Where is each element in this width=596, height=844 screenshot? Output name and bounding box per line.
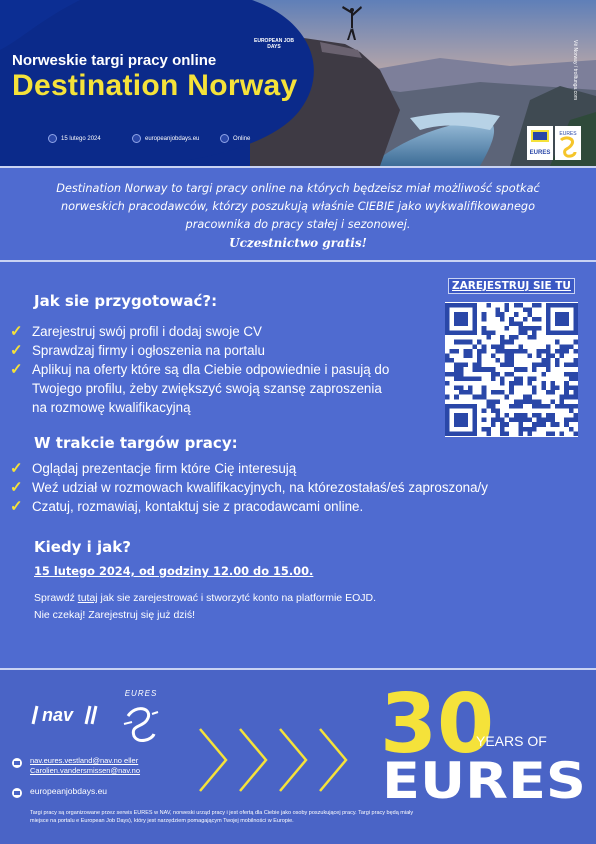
- header-banner: [0, 0, 596, 166]
- checkmark-icon: ✓: [10, 479, 23, 496]
- mode-text: Online: [233, 135, 251, 142]
- mode-info: [220, 134, 250, 143]
- free-participation: Uczestnictwo gratis!: [229, 236, 367, 250]
- register-link[interactable]: ZAREJESTRUJ SIE TU: [448, 278, 575, 294]
- email-list: [30, 756, 140, 776]
- date-text: 15 lutego 2024: [61, 135, 101, 142]
- date-info: [48, 134, 101, 143]
- email-link-2[interactable]: Carolien.vandersmissen@nav.no: [30, 766, 141, 775]
- footer: [0, 668, 596, 844]
- here-link[interactable]: tutaj: [77, 592, 98, 604]
- globe-icon: [12, 788, 22, 798]
- eures-big-text: EURES: [382, 752, 586, 804]
- list-item: ✓ Weź udział w rozmowach kwalifikacyjnych, na którezostałaś/eś zaproszona/y: [10, 479, 488, 496]
- checkmark-icon: ✓: [10, 498, 23, 515]
- calendar-icon: [48, 134, 57, 143]
- list-item: ✓ Czatuj, rozmawiaj, kontaktuj sie z pracodawcami online.: [10, 498, 364, 515]
- list-item: ✓ Aplikuj na oferty które są dla Ciebie odpowiednie i pasują do Twojego profilu, żeby zwiększyć swoją szansę zaproszenia na rozmowę kwalifikacyjną: [10, 361, 390, 415]
- event-datetime: 15 lutego 2024, od godziny 12.00 do 15.00.: [34, 564, 314, 578]
- svg-text:EURES: EURES: [529, 150, 551, 156]
- chevron-arrows-decoration: [196, 725, 376, 795]
- nav-logo: [30, 698, 104, 732]
- eu-eures-logo: [527, 126, 553, 160]
- svg-text:EURES: EURES: [559, 131, 577, 137]
- list-item: ✓ Oglądaj prezentacje firm które Cię interesują: [10, 460, 297, 477]
- eures-logo-text: EURES: [124, 689, 158, 698]
- checkmark-icon: ✓: [10, 323, 23, 340]
- how-to-register: [34, 590, 376, 624]
- main-content: [0, 262, 596, 672]
- list-item: ✓ Sprawdzaj firmy i ogłoszenia na portalu: [10, 342, 265, 359]
- list-item: ✓ Zarejestruj swój profil i dodaj swoje CV: [10, 323, 262, 340]
- footer-fineprint: Targi pracy są organizowane przez serwis EURES w NAV, norweski urząd pracy i jest ofertą dla Ciebie jako osoby poszukującej pracy. Targi pracy będą miały miejsce na portalu e European Job Days), który jest narzędziem pomagającym Twojej mobilności w Europie.: [30, 810, 414, 824]
- nav-logo-text: nav: [42, 705, 74, 725]
- website-contact: [12, 786, 107, 798]
- eures-logo: [118, 686, 164, 746]
- website-info[interactable]: [132, 134, 199, 143]
- prepare-heading: Jak sie przygotować?:: [34, 292, 218, 310]
- footer-website[interactable]: europeanjobdays.eu: [30, 786, 108, 796]
- years-number: 30: [380, 677, 495, 772]
- 30-years-of-eures-logo: [380, 676, 590, 804]
- envelope-icon: [12, 758, 22, 768]
- intro-section: [0, 166, 596, 262]
- checkmark-icon: ✓: [10, 342, 23, 359]
- years-text: YEARS OF: [476, 733, 547, 749]
- eures-s-logo: [555, 126, 581, 160]
- email-link-1[interactable]: nav.eures.vestland@nav.no eller: [30, 756, 139, 765]
- intro-text: Destination Norway to targi pracy online na których będzeisz miał możliwość spotkać norweskich pracodawców, którzy poszukują właśnie CIEBIE jako wykwalifikowanego pracownika do pracy stałej i sezonowej.: [56, 182, 540, 231]
- when-heading: Kiedy i jak?: [34, 538, 131, 556]
- checkmark-icon: ✓: [10, 460, 23, 477]
- during-list: [10, 459, 550, 516]
- website-text[interactable]: europeanjobdays.eu: [145, 135, 200, 142]
- event-title: Destination Norway: [12, 69, 298, 102]
- laptop-icon: [220, 134, 229, 143]
- qr-code[interactable]: [445, 302, 578, 437]
- european-job-days-badge: EUROPEAN JOB DAYS: [254, 38, 295, 50]
- register-instructions: Sprawdź tutaj jak sie zarejestrować i stworzytć konto na platformie EOJD.: [34, 592, 376, 604]
- globe-icon: [132, 134, 141, 143]
- event-subtitle: Norweskie targi pracy online: [12, 52, 217, 69]
- photo-credit: Vé Norway / trolltunga.com: [572, 40, 578, 101]
- call-to-action: Nie czekaj! Zarejestruj się już dziś!: [34, 609, 196, 621]
- email-contact: [12, 756, 140, 776]
- during-heading: W trakcie targów pracy:: [34, 434, 238, 452]
- checkmark-icon: ✓: [10, 361, 23, 378]
